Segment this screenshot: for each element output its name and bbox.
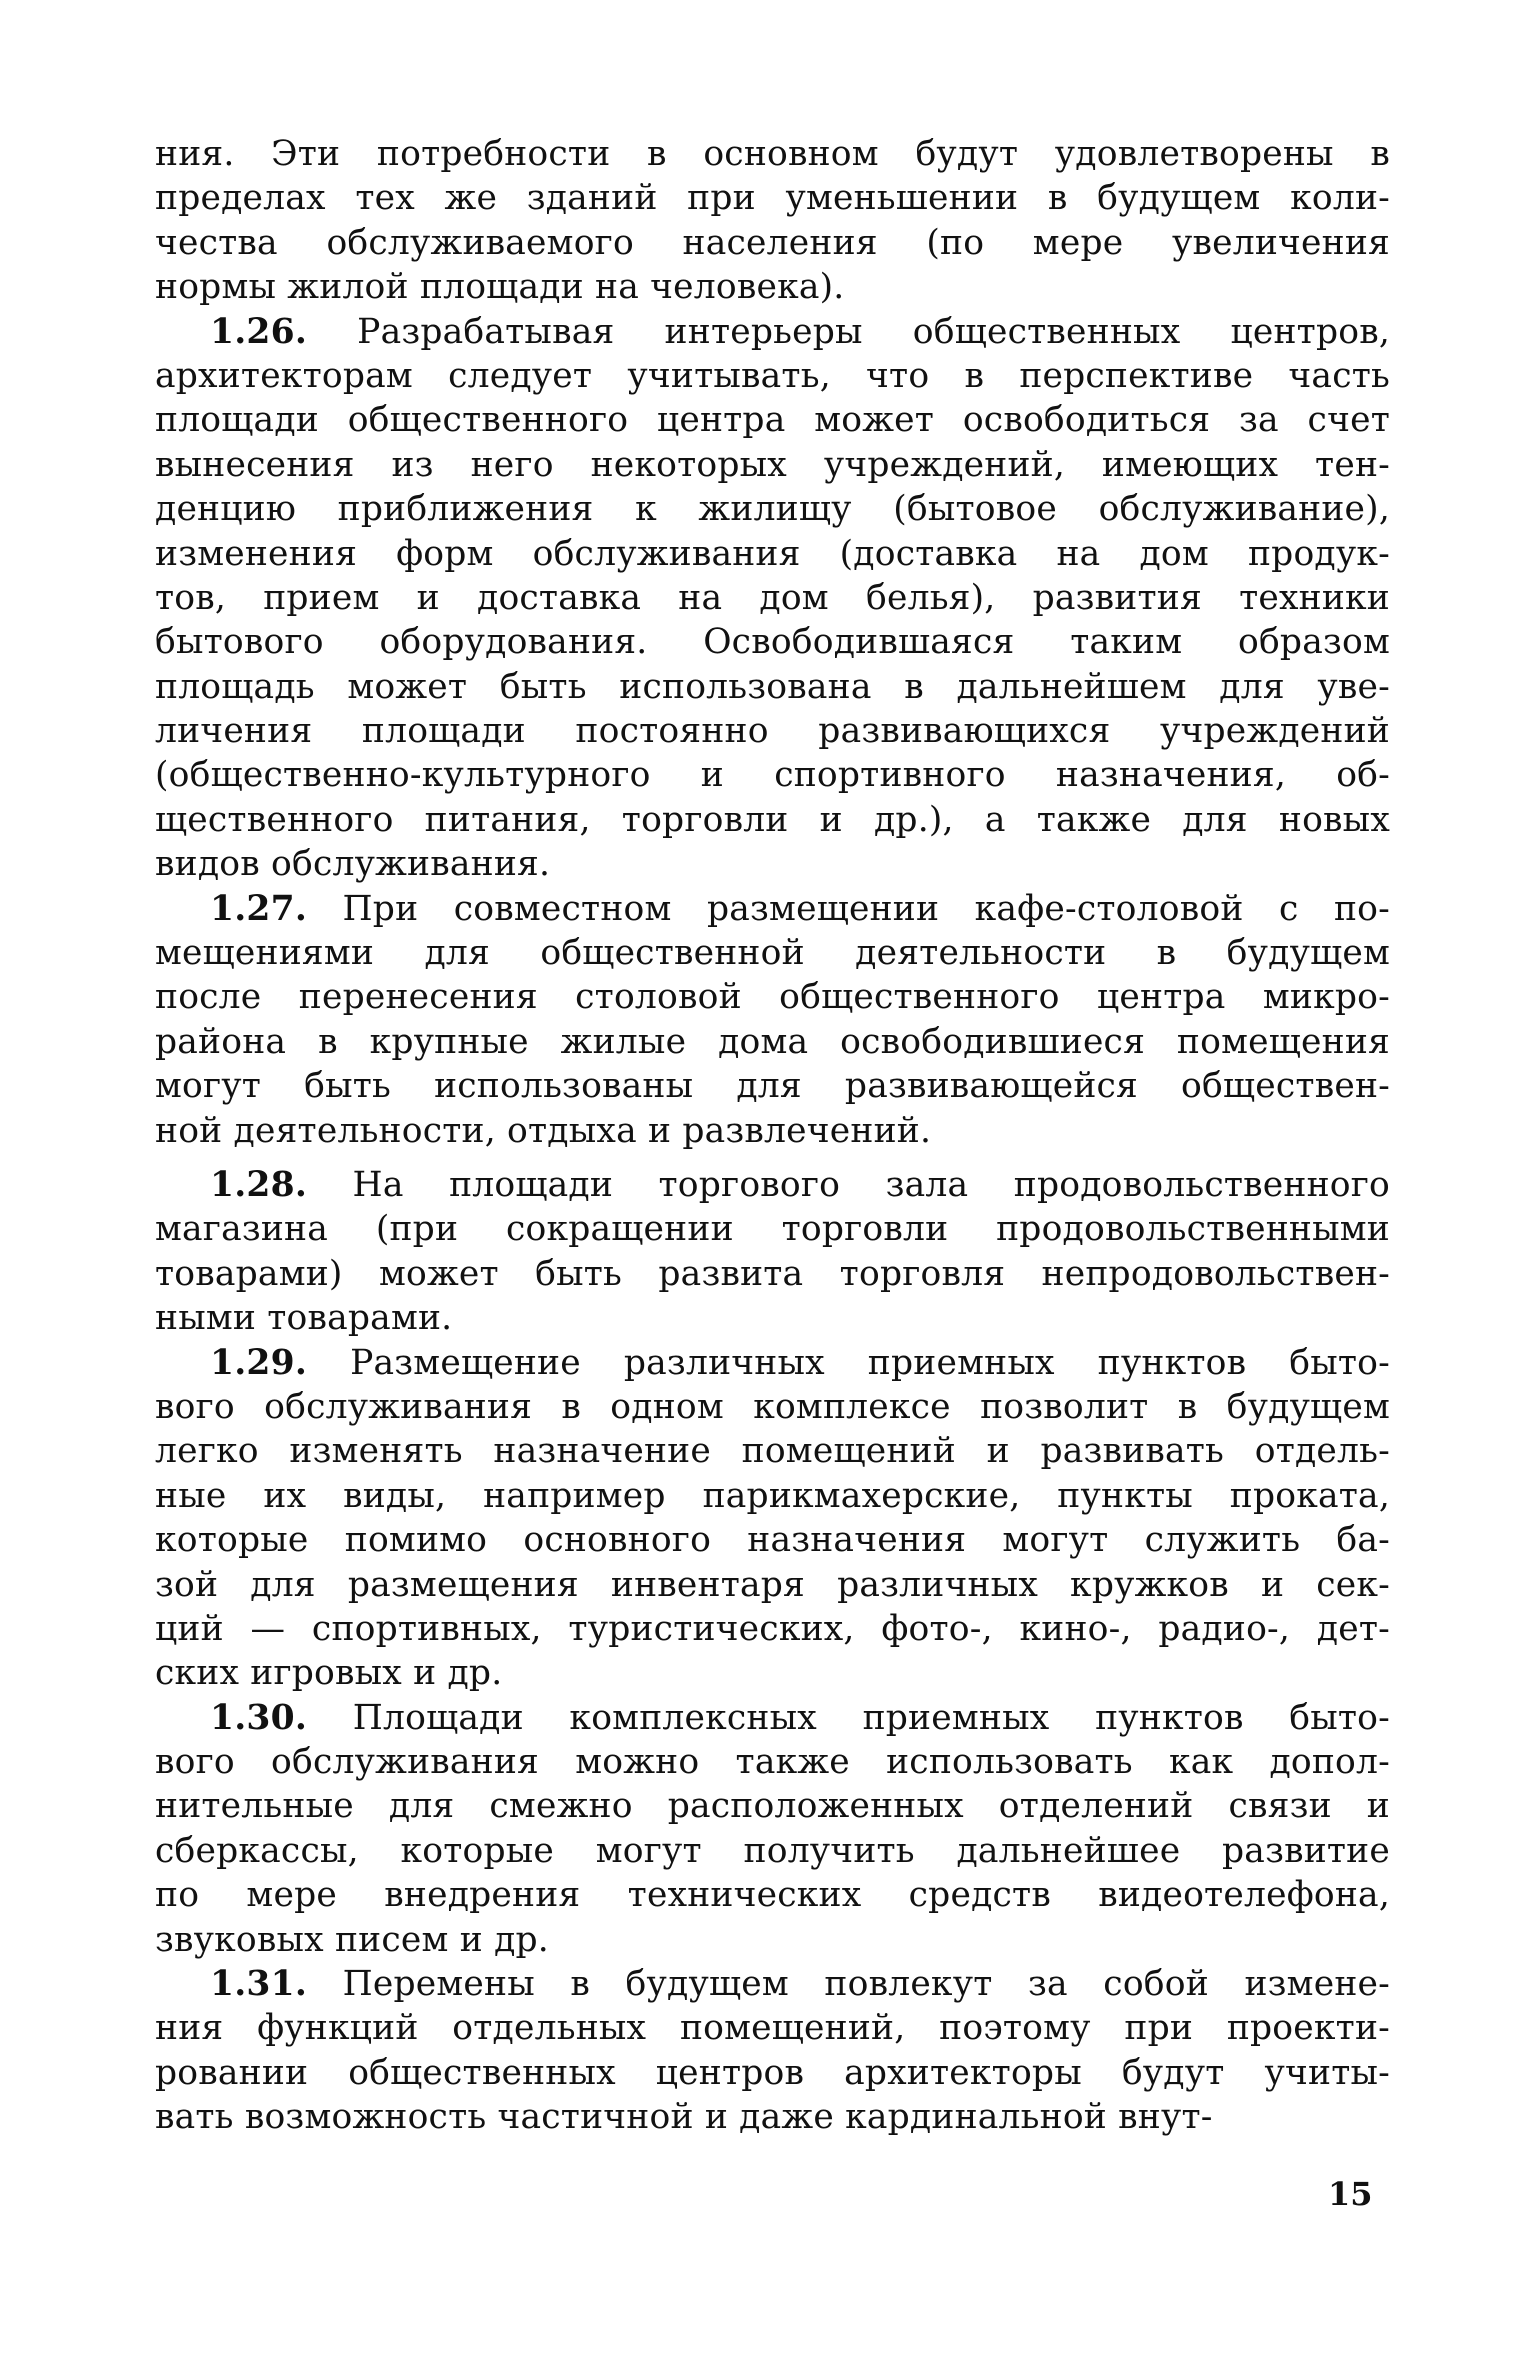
line-text: ные их виды, например парикмахерские, пункты проката, <box>155 1475 1390 1516</box>
line-text: вого обслуживания можно также использовать как допол- <box>155 1742 1390 1783</box>
text-line <box>155 221 1390 265</box>
text-line <box>155 2051 1390 2095</box>
text-line <box>155 1429 1390 1473</box>
line-text: товарами) может быть развита торговля непродовольствен- <box>155 1253 1390 1294</box>
text-line <box>155 1829 1390 1873</box>
text-line <box>155 753 1390 797</box>
line-text: которые помимо основного назначения могут служить ба- <box>155 1520 1390 1561</box>
paragraph <box>155 310 1390 887</box>
text-line <box>155 1252 1390 1296</box>
text-line <box>155 1296 1390 1340</box>
text-line <box>155 665 1390 709</box>
line-text: Перемены в будущем повлекут за собой измене- <box>342 1964 1390 2005</box>
text-line <box>155 1385 1390 1429</box>
text-line <box>155 887 1390 931</box>
text-line <box>155 176 1390 220</box>
line-text: ций — спортивных, туристических, фото-, кино-, радио-, дет- <box>155 1608 1390 1649</box>
line-text: Разрабатывая интерьеры общественных центров, <box>357 311 1390 352</box>
line-text: нительные для смежно расположенных отделений связи и <box>155 1786 1390 1827</box>
line-text: сберкассы, которые могут получить дальнейшее развитие <box>155 1830 1390 1871</box>
line-text: легко изменять назначение помещений и развивать отдель- <box>155 1431 1390 1472</box>
text-line <box>155 2095 1390 2139</box>
text-line <box>155 1341 1390 1385</box>
line-text: площадь может быть использована в дальнейшем для уве- <box>155 666 1390 707</box>
text-line <box>155 975 1390 1019</box>
line-text: изменения форм обслуживания (доставка на дом продук- <box>155 533 1390 574</box>
line-text: нормы жилой площади на человека). <box>155 267 845 308</box>
line-text: района в крупные жилые дома освободившиеся помещения <box>155 1021 1390 1062</box>
line-text: На площади торгового зала продовольственного <box>352 1164 1390 1205</box>
line-text: чества обслуживаемого населения (по мере увеличения <box>155 222 1390 263</box>
line-text: по мере внедрения технических средств видеотелефона, <box>155 1875 1390 1916</box>
text-line <box>155 1918 1390 1962</box>
paragraph-number: 1.29. <box>210 1342 308 1383</box>
text-line <box>155 132 1390 176</box>
line-text: магазина (при сокращении торговли продовольственными <box>155 1209 1390 1250</box>
line-text: щественного питания, торговли и др.), а также для новых <box>155 799 1390 840</box>
line-text: мещениями для общественной деятельности в будущем <box>155 933 1390 974</box>
text-line <box>155 1651 1390 1695</box>
text-line <box>155 443 1390 487</box>
text-line <box>155 798 1390 842</box>
text-line <box>155 1064 1390 1108</box>
line-text: звуковых писем и др. <box>155 1919 549 1960</box>
line-text: ными товарами. <box>155 1298 453 1339</box>
line-text: ния. Эти потребности в основном будут удовлетворены в <box>155 134 1390 174</box>
text-line <box>155 620 1390 664</box>
text-line <box>155 398 1390 442</box>
line-text: ния функций отдельных помещений, поэтому при проекти- <box>155 2008 1390 2049</box>
page-number: 15 <box>1328 2175 1373 2213</box>
text-line <box>155 1962 1390 2006</box>
text-line <box>155 1607 1390 1651</box>
text-line <box>155 1207 1390 1251</box>
line-text: пределах тех же зданий при уменьшении в будущем коли- <box>155 178 1390 219</box>
text-line <box>155 310 1390 354</box>
paragraph-number: 1.26. <box>210 311 308 352</box>
text-line <box>155 1740 1390 1784</box>
line-text: ровании общественных центров архитекторы будут учиты- <box>155 2052 1390 2093</box>
paragraph <box>155 132 1390 310</box>
line-text: бытового оборудования. Освободившаяся таким образом <box>155 622 1390 663</box>
line-text: Площади комплексных приемных пунктов быто- <box>352 1697 1390 1738</box>
text-line <box>155 1518 1390 1562</box>
text-line <box>155 1563 1390 1607</box>
paragraph <box>155 1696 1390 1962</box>
line-text: ских игровых и др. <box>155 1653 503 1694</box>
text-line <box>155 842 1390 886</box>
line-text: При совместном размещении кафе-столовой с по- <box>342 888 1390 929</box>
text-line <box>155 576 1390 620</box>
line-text: ной деятельности, отдыха и развлечений. <box>155 1110 932 1151</box>
line-text: тов, прием и доставка на дом белья), развития техники <box>155 577 1390 618</box>
paragraph <box>155 1163 1390 1341</box>
line-text: могут быть использованы для развивающейся обществен- <box>155 1066 1390 1107</box>
text-line <box>155 1696 1390 1740</box>
text-line <box>155 709 1390 753</box>
paragraph-number: 1.30. <box>210 1697 308 1738</box>
paragraph <box>155 1341 1390 1696</box>
paragraph-number: 1.27. <box>210 888 308 929</box>
line-text: вать возможность частичной и даже кардинальной внут- <box>155 2097 1213 2138</box>
body-text <box>155 132 1390 2140</box>
text-line <box>155 1163 1390 1207</box>
line-text: площади общественного центра может освободиться за счет <box>155 400 1390 441</box>
text-line <box>155 1784 1390 1828</box>
line-text: Размещение различных приемных пунктов быто- <box>350 1342 1390 1383</box>
line-text: денцию приближения к жилищу (бытовое обслуживание), <box>155 489 1390 530</box>
paragraph <box>155 887 1390 1153</box>
line-text: личения площади постоянно развивающихся учреждений <box>155 711 1390 752</box>
line-text: видов обслуживания. <box>155 844 551 885</box>
text-line <box>155 1474 1390 1518</box>
text-line <box>155 1020 1390 1064</box>
line-text: после перенесения столовой общественного центра микро- <box>155 977 1390 1018</box>
paragraph-gap <box>155 1153 1390 1163</box>
line-text: архитекторам следует учитывать, что в перспективе часть <box>155 355 1390 396</box>
text-line <box>155 931 1390 975</box>
text-line <box>155 354 1390 398</box>
paragraph <box>155 1962 1390 2140</box>
paragraph-number: 1.31. <box>210 1964 308 2005</box>
line-text: вого обслуживания в одном комплексе позволит в будущем <box>155 1386 1390 1427</box>
paragraph-number: 1.28. <box>210 1164 308 1205</box>
text-line <box>155 2006 1390 2050</box>
line-text: зой для размещения инвентаря различных кружков и сек- <box>155 1564 1390 1605</box>
text-line <box>155 265 1390 309</box>
text-line <box>155 1873 1390 1917</box>
line-text: (общественно-культурного и спортивного назначения, об- <box>155 755 1390 796</box>
text-line <box>155 1109 1390 1153</box>
text-line <box>155 487 1390 531</box>
line-text: вынесения из него некоторых учреждений, имеющих тен- <box>155 444 1390 485</box>
text-line <box>155 532 1390 576</box>
